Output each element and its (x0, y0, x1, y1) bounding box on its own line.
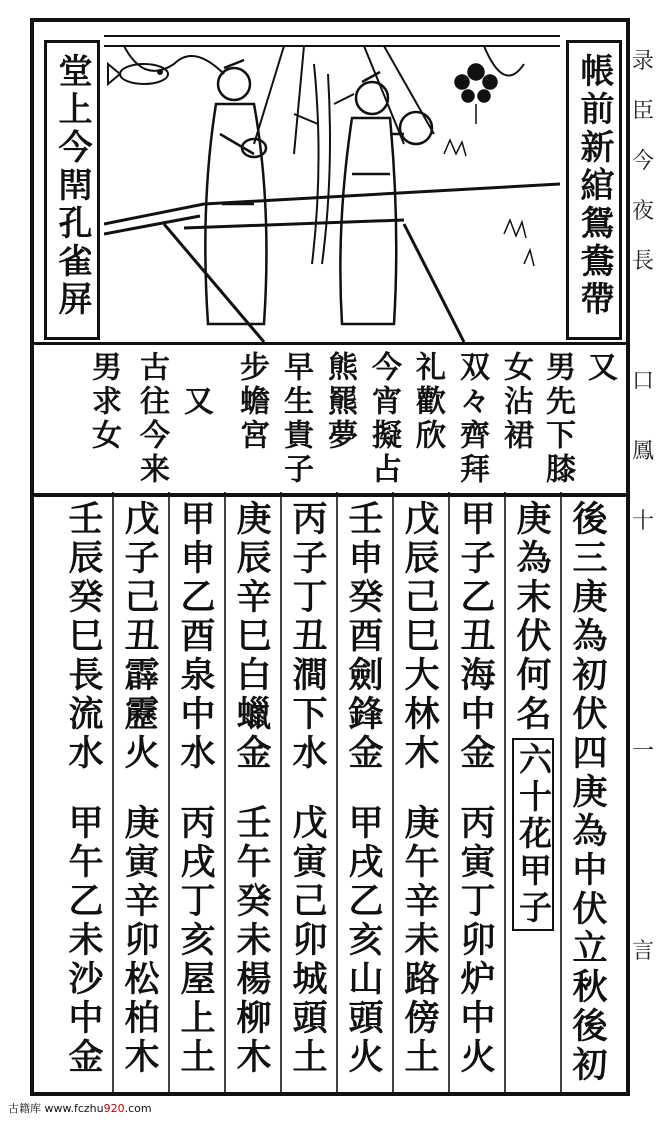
canopy (104, 36, 560, 154)
text-column-bottom: 庚午辛未路傍土 (399, 804, 440, 1077)
text-column-top: 丙子丁丑澗下水 (287, 500, 328, 773)
band-column: 步蟾宮 (234, 351, 269, 453)
band-column: 又 (582, 351, 617, 385)
edge-glyph: 臣 (632, 99, 655, 124)
column-rule (224, 492, 226, 1092)
footer-prefix: 古籍库 www.fczhu (8, 1102, 104, 1115)
column-rule (392, 492, 394, 1092)
text-column-bottom: 丙戌丁亥屋上土 (175, 804, 216, 1077)
text-column-bottom: 壬午癸未楊柳木 (231, 804, 272, 1077)
text-column-top: 壬申癸酉劍鋒金 (343, 500, 384, 773)
band-column: 今宵擬占 (366, 351, 401, 487)
edge-glyph: 录 (632, 49, 655, 74)
grass (444, 140, 534, 266)
edge-glyph: 夜 (632, 199, 655, 224)
band-column: 男先下膝 (540, 351, 575, 487)
edge-glyph: 一 (632, 739, 655, 764)
edge-glyph: 十 (632, 509, 655, 534)
flower-ornament (455, 64, 497, 124)
edge-glyph: 口 (632, 369, 655, 394)
right-title-box (566, 40, 622, 340)
text-column (512, 500, 554, 931)
text-column-bottom: 庚寅辛卯松柏木 (119, 804, 160, 1077)
edge-glyph: 鳳 (632, 439, 655, 464)
band-column: 熊羆夢 (322, 351, 357, 453)
text-column-top: 戊辰己巳大林木 (399, 500, 440, 773)
footer-suffix: .com (124, 1102, 152, 1115)
text-column-bottom: 甲午乙未沙中金 (63, 804, 104, 1077)
adjacent-page-edge (632, 40, 658, 1080)
band-column: 双々齊拜 (454, 351, 489, 487)
column-rule (560, 492, 562, 1092)
woodcut-illustration (104, 24, 560, 345)
text-column-top: 甲子乙丑海中金 (455, 500, 496, 773)
floor (104, 184, 560, 342)
text-column-bottom: 甲戌乙亥山頭火 (343, 804, 384, 1077)
band-column: 礼歡欣 (410, 351, 445, 453)
text-column-top: 戊子己丑霹靂火 (119, 500, 160, 773)
edge-glyph: 言 (632, 939, 655, 964)
source-footer (8, 1100, 152, 1116)
left-title-box (44, 40, 100, 340)
column-rule (168, 492, 170, 1092)
footer-highlight: 920 (103, 1102, 125, 1115)
text-column-bottom: 丙寅丁卯炉中火 (455, 804, 496, 1077)
band-column: 古往今来 (134, 351, 169, 487)
left-title: 堂上今閈孔雀屏 (52, 53, 92, 319)
column-rule (280, 492, 282, 1092)
band-column: 女沾裙 (498, 351, 533, 453)
illustration-drawing (104, 24, 560, 342)
column-rule (504, 492, 506, 1092)
text-column-top: 庚為末伏何名 (511, 500, 552, 734)
fish-ornament (108, 64, 168, 84)
text-column-top: 壬辰癸巳長流水 (63, 500, 104, 773)
figure-right (340, 72, 432, 324)
verse-band (34, 342, 626, 497)
column-rule (112, 492, 114, 1092)
column-rule (336, 492, 338, 1092)
edge-glyph: 今 (632, 149, 655, 174)
text-column-bottom: 戊寅己卯城頭土 (287, 804, 328, 1077)
band-column: 男求女 (86, 351, 121, 453)
section-heading-boxed: 六十花甲子 (512, 738, 554, 931)
main-text (34, 492, 626, 1092)
text-column-top: 庚辰辛巳白蠟金 (231, 500, 272, 773)
edge-glyph: 長 (632, 249, 655, 274)
text-column-top: 甲申乙酉泉中水 (175, 500, 216, 773)
right-title: 帳前新綰鴛鴦帶 (574, 53, 614, 319)
band-column: 早生貴子 (278, 351, 313, 487)
text-column: 後三庚為初伏四庚為中伏立秋後初 (567, 500, 608, 1085)
column-rule (448, 492, 450, 1092)
band-column: 又 (178, 385, 213, 419)
